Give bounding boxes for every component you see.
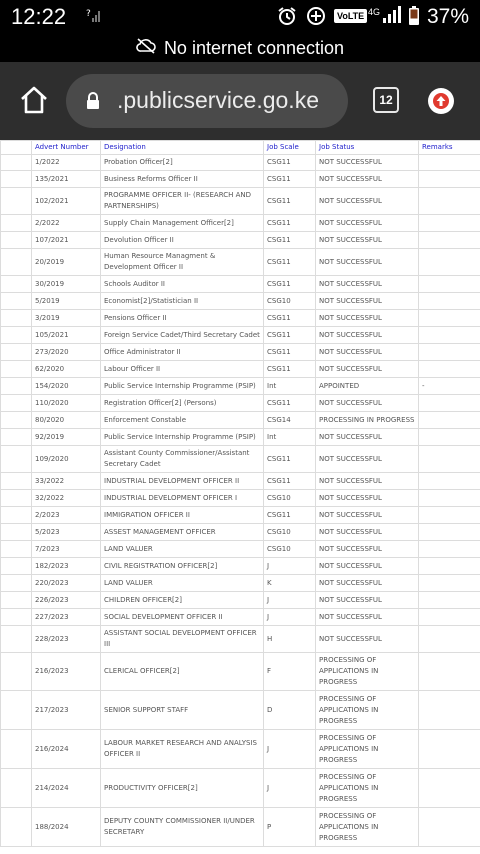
remarks-cell — [419, 541, 480, 558]
table-row — [1, 171, 480, 188]
row-index-cell — [1, 473, 32, 490]
job-status-cell: NOT SUCCESSFUL — [316, 541, 419, 558]
advert-number-cell: 216/2024 — [32, 730, 101, 769]
job-status-cell: NOT SUCCESSFUL — [316, 155, 419, 171]
job-status-cell: NOT SUCCESSFUL — [316, 310, 419, 327]
advert-number-cell: 182/2023 — [32, 558, 101, 575]
alarm-icon — [277, 6, 297, 31]
remarks-cell — [419, 769, 480, 808]
remarks-cell — [419, 490, 480, 507]
table-row — [1, 327, 480, 344]
network-type: 4G — [368, 7, 381, 17]
remarks-cell — [419, 171, 480, 188]
table-row — [1, 155, 480, 171]
advert-number-cell: 7/2023 — [32, 541, 101, 558]
job-status-cell: NOT SUCCESSFUL — [316, 171, 419, 188]
advert-number-cell: 20/2019 — [32, 249, 101, 276]
job-status-cell: NOT SUCCESSFUL — [316, 293, 419, 310]
job-scale-cell: D — [264, 691, 316, 730]
table-row — [1, 524, 480, 541]
table-row — [1, 249, 480, 276]
advert-number-cell: 220/2023 — [32, 575, 101, 592]
job-scale-cell: CSG11 — [264, 215, 316, 232]
offline-banner — [0, 34, 480, 62]
job-scale-cell: CSG11 — [264, 188, 316, 215]
row-index-cell — [1, 769, 32, 808]
advert-number-cell: 105/2021 — [32, 327, 101, 344]
row-index-cell — [1, 446, 32, 473]
table-row — [1, 558, 480, 575]
job-scale-cell: CSG11 — [264, 361, 316, 378]
job-scale-cell: K — [264, 575, 316, 592]
job-scale-cell: CSG14 — [264, 412, 316, 429]
home-button[interactable] — [18, 84, 50, 116]
advert-number-cell: 92/2019 — [32, 429, 101, 446]
table-row — [1, 653, 480, 691]
job-scale-cell: H — [264, 626, 316, 653]
advert-number-cell: 110/2020 — [32, 395, 101, 412]
table-row — [1, 609, 480, 626]
designation-cell: SOCIAL DEVELOPMENT OFFICER II — [101, 609, 264, 626]
designation-cell: Labour Officer II — [101, 361, 264, 378]
remarks-cell — [419, 609, 480, 626]
row-index-cell — [1, 344, 32, 361]
url-text: .publicservice.go.ke — [117, 87, 319, 113]
job-status-cell: NOT SUCCESSFUL — [316, 429, 419, 446]
job-scale-header: Job Scale — [264, 141, 316, 155]
job-status-cell: NOT SUCCESSFUL — [316, 249, 419, 276]
table-row — [1, 412, 480, 429]
table-row — [1, 188, 480, 215]
table-row — [1, 592, 480, 609]
remarks-cell — [419, 293, 480, 310]
job-scale-cell: CSG11 — [264, 507, 316, 524]
designation-cell: IMMIGRATION OFFICER II — [101, 507, 264, 524]
remarks-cell — [419, 592, 480, 609]
designation-cell: PRODUCTIVITY OFFICER[2] — [101, 769, 264, 808]
designation-cell: Schools Auditor II — [101, 276, 264, 293]
battery-icon — [408, 6, 420, 31]
table-row — [1, 446, 480, 473]
row-index-cell — [1, 310, 32, 327]
remarks-cell — [419, 575, 480, 592]
row-index-cell — [1, 361, 32, 378]
remarks-cell — [419, 446, 480, 473]
job-status-cell: NOT SUCCESSFUL — [316, 575, 419, 592]
designation-cell: Public Service Internship Programme (PSIP) — [101, 378, 264, 395]
remarks-cell — [419, 215, 480, 232]
remarks-cell — [419, 249, 480, 276]
status-bar — [0, 0, 480, 34]
job-status-cell: NOT SUCCESSFUL — [316, 507, 419, 524]
job-status-cell: PROCESSING OF APPLICATIONS IN PROGRESS — [316, 730, 419, 769]
designation-cell: LABOUR MARKET RESEARCH AND ANALYSIS OFFICER II — [101, 730, 264, 769]
job-scale-cell: CSG10 — [264, 541, 316, 558]
advert-number-cell: 80/2020 — [32, 412, 101, 429]
results-table-container[interactable] — [0, 140, 480, 854]
designation-cell: ASSISTANT SOCIAL DEVELOPMENT OFFICER III — [101, 626, 264, 653]
job-scale-cell: CSG11 — [264, 310, 316, 327]
row-index-cell — [1, 378, 32, 395]
job-status-cell: NOT SUCCESSFUL — [316, 361, 419, 378]
remarks-cell — [419, 473, 480, 490]
update-arrow-icon — [433, 93, 449, 109]
advert-number-cell: 135/2021 — [32, 171, 101, 188]
job-status-cell: PROCESSING OF APPLICATIONS IN PROGRESS — [316, 653, 419, 691]
row-index-cell — [1, 575, 32, 592]
row-index-cell — [1, 249, 32, 276]
job-scale-cell: CSG11 — [264, 249, 316, 276]
designation-cell: Enforcement Constable — [101, 412, 264, 429]
row-index-cell — [1, 653, 32, 691]
table-row — [1, 769, 480, 808]
row-index-cell — [1, 626, 32, 653]
job-scale-cell: CSG10 — [264, 293, 316, 310]
table-row — [1, 232, 480, 249]
table-row — [1, 473, 480, 490]
remarks-cell — [419, 188, 480, 215]
designation-cell: DEPUTY COUNTY COMMISSIONER II/UNDER SECRETARY — [101, 808, 264, 847]
designation-cell: Pensions Officer II — [101, 310, 264, 327]
advert-number-cell: 217/2023 — [32, 691, 101, 730]
table-row — [1, 691, 480, 730]
designation-cell: Business Reforms Officer II — [101, 171, 264, 188]
designation-cell: CLERICAL OFFICER[2] — [101, 653, 264, 691]
advert-number-cell: 3/2019 — [32, 310, 101, 327]
table-row — [1, 626, 480, 653]
table-row — [1, 215, 480, 232]
remarks-cell — [419, 429, 480, 446]
designation-cell: Public Service Internship Programme (PSIP) — [101, 429, 264, 446]
signal-strength-icon — [382, 6, 402, 29]
row-index-cell — [1, 188, 32, 215]
row-index-cell — [1, 524, 32, 541]
job-status-header: Job Status — [316, 141, 419, 155]
no-sim-signal-icon — [86, 6, 102, 29]
row-index-cell — [1, 429, 32, 446]
row-index-cell — [1, 691, 32, 730]
table-row — [1, 293, 480, 310]
job-scale-cell: CSG11 — [264, 155, 316, 171]
table-header-row — [1, 141, 480, 155]
cloud-off-icon — [136, 38, 156, 59]
job-scale-cell: Int — [264, 378, 316, 395]
remarks-cell — [419, 507, 480, 524]
table-row — [1, 507, 480, 524]
advert-number-cell: 33/2022 — [32, 473, 101, 490]
row-index-cell — [1, 541, 32, 558]
row-index-cell — [1, 395, 32, 412]
advert-number-cell: 109/2020 — [32, 446, 101, 473]
job-status-cell: NOT SUCCESSFUL — [316, 395, 419, 412]
job-status-cell: NOT SUCCESSFUL — [316, 446, 419, 473]
job-status-cell: NOT SUCCESSFUL — [316, 524, 419, 541]
advert-number-cell: 30/2019 — [32, 276, 101, 293]
advert-number-cell: 102/2021 — [32, 188, 101, 215]
table-row — [1, 378, 480, 395]
advert-number-cell: 5/2023 — [32, 524, 101, 541]
advert-number-cell: 273/2020 — [32, 344, 101, 361]
designation-cell: Supply Chain Management Officer[2] — [101, 215, 264, 232]
index-header — [1, 141, 32, 155]
remarks-header: Remarks — [419, 141, 480, 155]
remarks-cell — [419, 412, 480, 429]
job-status-cell: NOT SUCCESSFUL — [316, 609, 419, 626]
advert-number-cell: 2/2022 — [32, 215, 101, 232]
job-scale-cell: J — [264, 609, 316, 626]
remarks-cell — [419, 361, 480, 378]
advert-number-cell: 227/2023 — [32, 609, 101, 626]
job-status-cell: PROCESSING OF APPLICATIONS IN PROGRESS — [316, 808, 419, 847]
battery-percent: 37% — [427, 5, 470, 28]
designation-cell: SENIOR SUPPORT STAFF — [101, 691, 264, 730]
job-scale-cell: J — [264, 558, 316, 575]
job-scale-cell: CSG11 — [264, 344, 316, 361]
results-table — [0, 140, 480, 847]
designation-cell: CIVIL REGISTRATION OFFICER[2] — [101, 558, 264, 575]
tab-switcher-button[interactable]: 12 — [373, 87, 399, 113]
job-scale-cell: J — [264, 769, 316, 808]
table-row — [1, 344, 480, 361]
designation-cell: Devolution Officer II — [101, 232, 264, 249]
advert-number-header: Advert Number — [32, 141, 101, 155]
address-bar[interactable] — [66, 74, 348, 128]
job-scale-cell: J — [264, 592, 316, 609]
advert-number-cell: 154/2020 — [32, 378, 101, 395]
job-scale-cell: CSG11 — [264, 446, 316, 473]
job-status-cell: NOT SUCCESSFUL — [316, 558, 419, 575]
advert-number-cell: 228/2023 — [32, 626, 101, 653]
remarks-cell: - — [419, 378, 480, 395]
job-scale-cell: CSG10 — [264, 524, 316, 541]
job-status-cell: NOT SUCCESSFUL — [316, 232, 419, 249]
remarks-cell — [419, 344, 480, 361]
job-scale-cell: P — [264, 808, 316, 847]
job-status-cell: PROCESSING OF APPLICATIONS IN PROGRESS — [316, 769, 419, 808]
remarks-cell — [419, 232, 480, 249]
table-row — [1, 395, 480, 412]
designation-cell: LAND VALUER — [101, 541, 264, 558]
table-row — [1, 541, 480, 558]
advert-number-cell: 32/2022 — [32, 490, 101, 507]
row-index-cell — [1, 276, 32, 293]
designation-cell: INDUSTRIAL DEVELOPMENT OFFICER I — [101, 490, 264, 507]
designation-cell: PROGRAMME OFFICER II- (RESEARCH AND PARTNERSHIPS) — [101, 188, 264, 215]
volte-badge: VoLTE — [334, 9, 367, 23]
job-scale-cell: F — [264, 653, 316, 691]
row-index-cell — [1, 507, 32, 524]
designation-cell: Economist[2]/Statistician II — [101, 293, 264, 310]
advert-number-cell: 107/2021 — [32, 232, 101, 249]
job-status-cell: NOT SUCCESSFUL — [316, 327, 419, 344]
row-index-cell — [1, 327, 32, 344]
advert-number-cell: 5/2019 — [32, 293, 101, 310]
table-row — [1, 310, 480, 327]
advert-number-cell: 62/2020 — [32, 361, 101, 378]
job-status-cell: NOT SUCCESSFUL — [316, 490, 419, 507]
row-index-cell — [1, 412, 32, 429]
job-status-cell: APPOINTED — [316, 378, 419, 395]
job-status-cell: NOT SUCCESSFUL — [316, 626, 419, 653]
remarks-cell — [419, 653, 480, 691]
job-status-cell: PROCESSING IN PROGRESS — [316, 412, 419, 429]
table-row — [1, 808, 480, 847]
remarks-cell — [419, 155, 480, 171]
remarks-cell — [419, 395, 480, 412]
designation-cell: CHILDREN OFFICER[2] — [101, 592, 264, 609]
remarks-cell — [419, 691, 480, 730]
row-index-cell — [1, 592, 32, 609]
remarks-cell — [419, 327, 480, 344]
designation-header: Designation — [101, 141, 264, 155]
row-index-cell — [1, 609, 32, 626]
lock-icon — [85, 91, 101, 116]
job-scale-cell: CSG10 — [264, 490, 316, 507]
table-row — [1, 575, 480, 592]
remarks-cell — [419, 730, 480, 769]
clock: 12:22 — [11, 4, 67, 29]
table-row — [1, 730, 480, 769]
designation-cell: Probation Officer[2] — [101, 155, 264, 171]
remarks-cell — [419, 558, 480, 575]
job-scale-cell: CSG11 — [264, 276, 316, 293]
designation-cell: Foreign Service Cadet/Third Secretary Cadet — [101, 327, 264, 344]
data-saver-icon — [306, 6, 326, 31]
row-index-cell — [1, 293, 32, 310]
designation-cell: Registration Officer[2] (Persons) — [101, 395, 264, 412]
job-scale-cell: CSG11 — [264, 171, 316, 188]
job-status-cell: NOT SUCCESSFUL — [316, 473, 419, 490]
svg-text:?: ? — [86, 9, 91, 19]
designation-cell: INDUSTRIAL DEVELOPMENT OFFICER II — [101, 473, 264, 490]
designation-cell: Human Resource Managment & Development Officer II — [101, 249, 264, 276]
row-index-cell — [1, 730, 32, 769]
remarks-cell — [419, 310, 480, 327]
job-scale-cell: Int — [264, 429, 316, 446]
advert-number-cell: 1/2022 — [32, 155, 101, 171]
remarks-cell — [419, 524, 480, 541]
remarks-cell — [419, 276, 480, 293]
job-status-cell: NOT SUCCESSFUL — [316, 592, 419, 609]
advert-number-cell: 188/2024 — [32, 808, 101, 847]
designation-cell: Assistant County Commissioner/Assistant Secretary Cadet — [101, 446, 264, 473]
designation-cell: LAND VALUER — [101, 575, 264, 592]
job-status-cell: NOT SUCCESSFUL — [316, 188, 419, 215]
browser-toolbar — [0, 62, 480, 140]
row-index-cell — [1, 155, 32, 171]
job-status-cell: PROCESSING OF APPLICATIONS IN PROGRESS — [316, 691, 419, 730]
advert-number-cell: 216/2023 — [32, 653, 101, 691]
row-index-cell — [1, 490, 32, 507]
table-row — [1, 276, 480, 293]
offline-message: No internet connection — [163, 37, 345, 58]
job-status-cell: NOT SUCCESSFUL — [316, 344, 419, 361]
table-row — [1, 490, 480, 507]
advert-number-cell: 2/2023 — [32, 507, 101, 524]
job-scale-cell: CSG11 — [264, 327, 316, 344]
row-index-cell — [1, 171, 32, 188]
row-index-cell — [1, 215, 32, 232]
row-index-cell — [1, 808, 32, 847]
job-scale-cell: J — [264, 730, 316, 769]
table-row — [1, 361, 480, 378]
row-index-cell — [1, 232, 32, 249]
table-row — [1, 429, 480, 446]
job-scale-cell: CSG11 — [264, 395, 316, 412]
job-status-cell: NOT SUCCESSFUL — [316, 215, 419, 232]
job-scale-cell: CSG11 — [264, 473, 316, 490]
remarks-cell — [419, 626, 480, 653]
advert-number-cell: 214/2024 — [32, 769, 101, 808]
job-scale-cell: CSG11 — [264, 232, 316, 249]
job-status-cell: NOT SUCCESSFUL — [316, 276, 419, 293]
row-index-cell — [1, 558, 32, 575]
remarks-cell — [419, 808, 480, 847]
designation-cell: Office Administrator II — [101, 344, 264, 361]
designation-cell: ASSEST MANAGEMENT OFFICER — [101, 524, 264, 541]
update-button[interactable] — [428, 88, 454, 114]
home-icon — [18, 84, 50, 116]
advert-number-cell: 226/2023 — [32, 592, 101, 609]
